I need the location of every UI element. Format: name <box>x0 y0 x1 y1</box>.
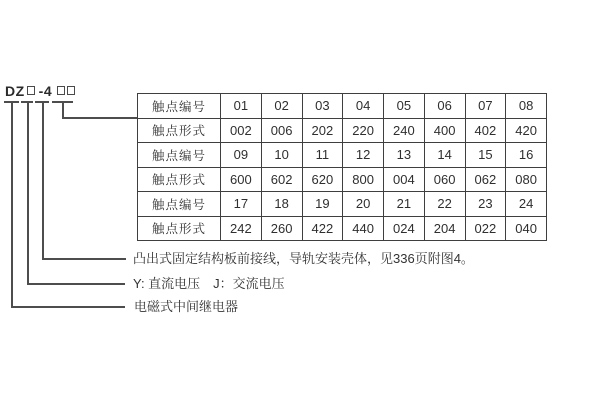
table-cell: 09 <box>221 143 262 168</box>
table-cell: 060 <box>424 167 465 192</box>
callout-line-voltage-vertical <box>27 102 29 284</box>
table-cell: 12 <box>343 143 384 168</box>
table-cell: 260 <box>261 216 302 241</box>
table-cell: 202 <box>302 118 343 143</box>
table-cell: 10 <box>261 143 302 168</box>
table-cell: 13 <box>384 143 425 168</box>
table-cell: 03 <box>302 94 343 119</box>
table-cell: 18 <box>261 192 302 217</box>
table-cell: 800 <box>343 167 384 192</box>
callout-line-relay-horizontal <box>11 306 125 308</box>
row-label: 触点编号 <box>138 192 221 217</box>
spec-table-body <box>138 94 547 241</box>
table-cell: 620 <box>302 167 343 192</box>
callout-line-voltage-horizontal <box>27 283 125 285</box>
table-cell: 21 <box>384 192 425 217</box>
table-row <box>138 94 547 119</box>
table-row <box>138 192 547 217</box>
placeholder-box-icon <box>67 86 75 95</box>
row-label: 触点形式 <box>138 118 221 143</box>
model-prefix: DZ <box>5 82 25 99</box>
table-cell: 002 <box>221 118 262 143</box>
table-cell: 024 <box>384 216 425 241</box>
table-cell: 02 <box>261 94 302 119</box>
table-cell: 022 <box>465 216 506 241</box>
callout-line-table-horizontal <box>62 117 137 119</box>
model-designation <box>5 84 75 97</box>
table-row <box>138 216 547 241</box>
table-cell: 040 <box>506 216 547 241</box>
table-cell: 600 <box>221 167 262 192</box>
table-cell: 080 <box>506 167 547 192</box>
table-row <box>138 118 547 143</box>
table-cell: 004 <box>384 167 425 192</box>
table-cell: 01 <box>221 94 262 119</box>
table-cell: 400 <box>424 118 465 143</box>
table-cell: 17 <box>221 192 262 217</box>
table-cell: 420 <box>506 118 547 143</box>
placeholder-box-icon <box>57 86 65 95</box>
table-row <box>138 167 547 192</box>
contact-spec-table <box>137 93 547 241</box>
row-label: 触点形式 <box>138 167 221 192</box>
table-cell: 24 <box>506 192 547 217</box>
table-cell: 07 <box>465 94 506 119</box>
row-label: 触点编号 <box>138 143 221 168</box>
table-cell: 440 <box>343 216 384 241</box>
callout-line-relay-vertical <box>11 102 13 307</box>
row-label: 触点编号 <box>138 94 221 119</box>
table-cell: 06 <box>424 94 465 119</box>
table-cell: 16 <box>506 143 547 168</box>
table-cell: 05 <box>384 94 425 119</box>
table-cell: 006 <box>261 118 302 143</box>
callout-label-relay-type: 电磁式中间继电器 <box>134 299 239 314</box>
table-cell: 240 <box>384 118 425 143</box>
callout-line-mounting-vertical <box>42 102 44 259</box>
table-cell: 602 <box>261 167 302 192</box>
table-cell: 242 <box>221 216 262 241</box>
table-cell: 062 <box>465 167 506 192</box>
table-cell: 04 <box>343 94 384 119</box>
table-cell: 402 <box>465 118 506 143</box>
table-cell: 08 <box>506 94 547 119</box>
table-cell: 23 <box>465 192 506 217</box>
table-cell: 422 <box>302 216 343 241</box>
callout-label-mounting: 凸出式固定结构板前接线，导轨安装壳体，见336页附图4。 <box>133 251 474 266</box>
callout-label-voltage: Y: 直流电压 J：交流电压 <box>133 276 285 291</box>
callout-line-mounting-horizontal <box>42 258 126 260</box>
table-row <box>138 143 547 168</box>
row-label: 触点形式 <box>138 216 221 241</box>
table-cell: 220 <box>343 118 384 143</box>
placeholder-box-icon <box>27 86 35 95</box>
table-cell: 22 <box>424 192 465 217</box>
table-cell: 204 <box>424 216 465 241</box>
table-cell: 19 <box>302 192 343 217</box>
table-cell: 20 <box>343 192 384 217</box>
callout-line-table-vertical <box>62 102 64 118</box>
model-series: -4 <box>38 82 53 99</box>
table-cell: 14 <box>424 143 465 168</box>
table-cell: 11 <box>302 143 343 168</box>
table-cell: 15 <box>465 143 506 168</box>
